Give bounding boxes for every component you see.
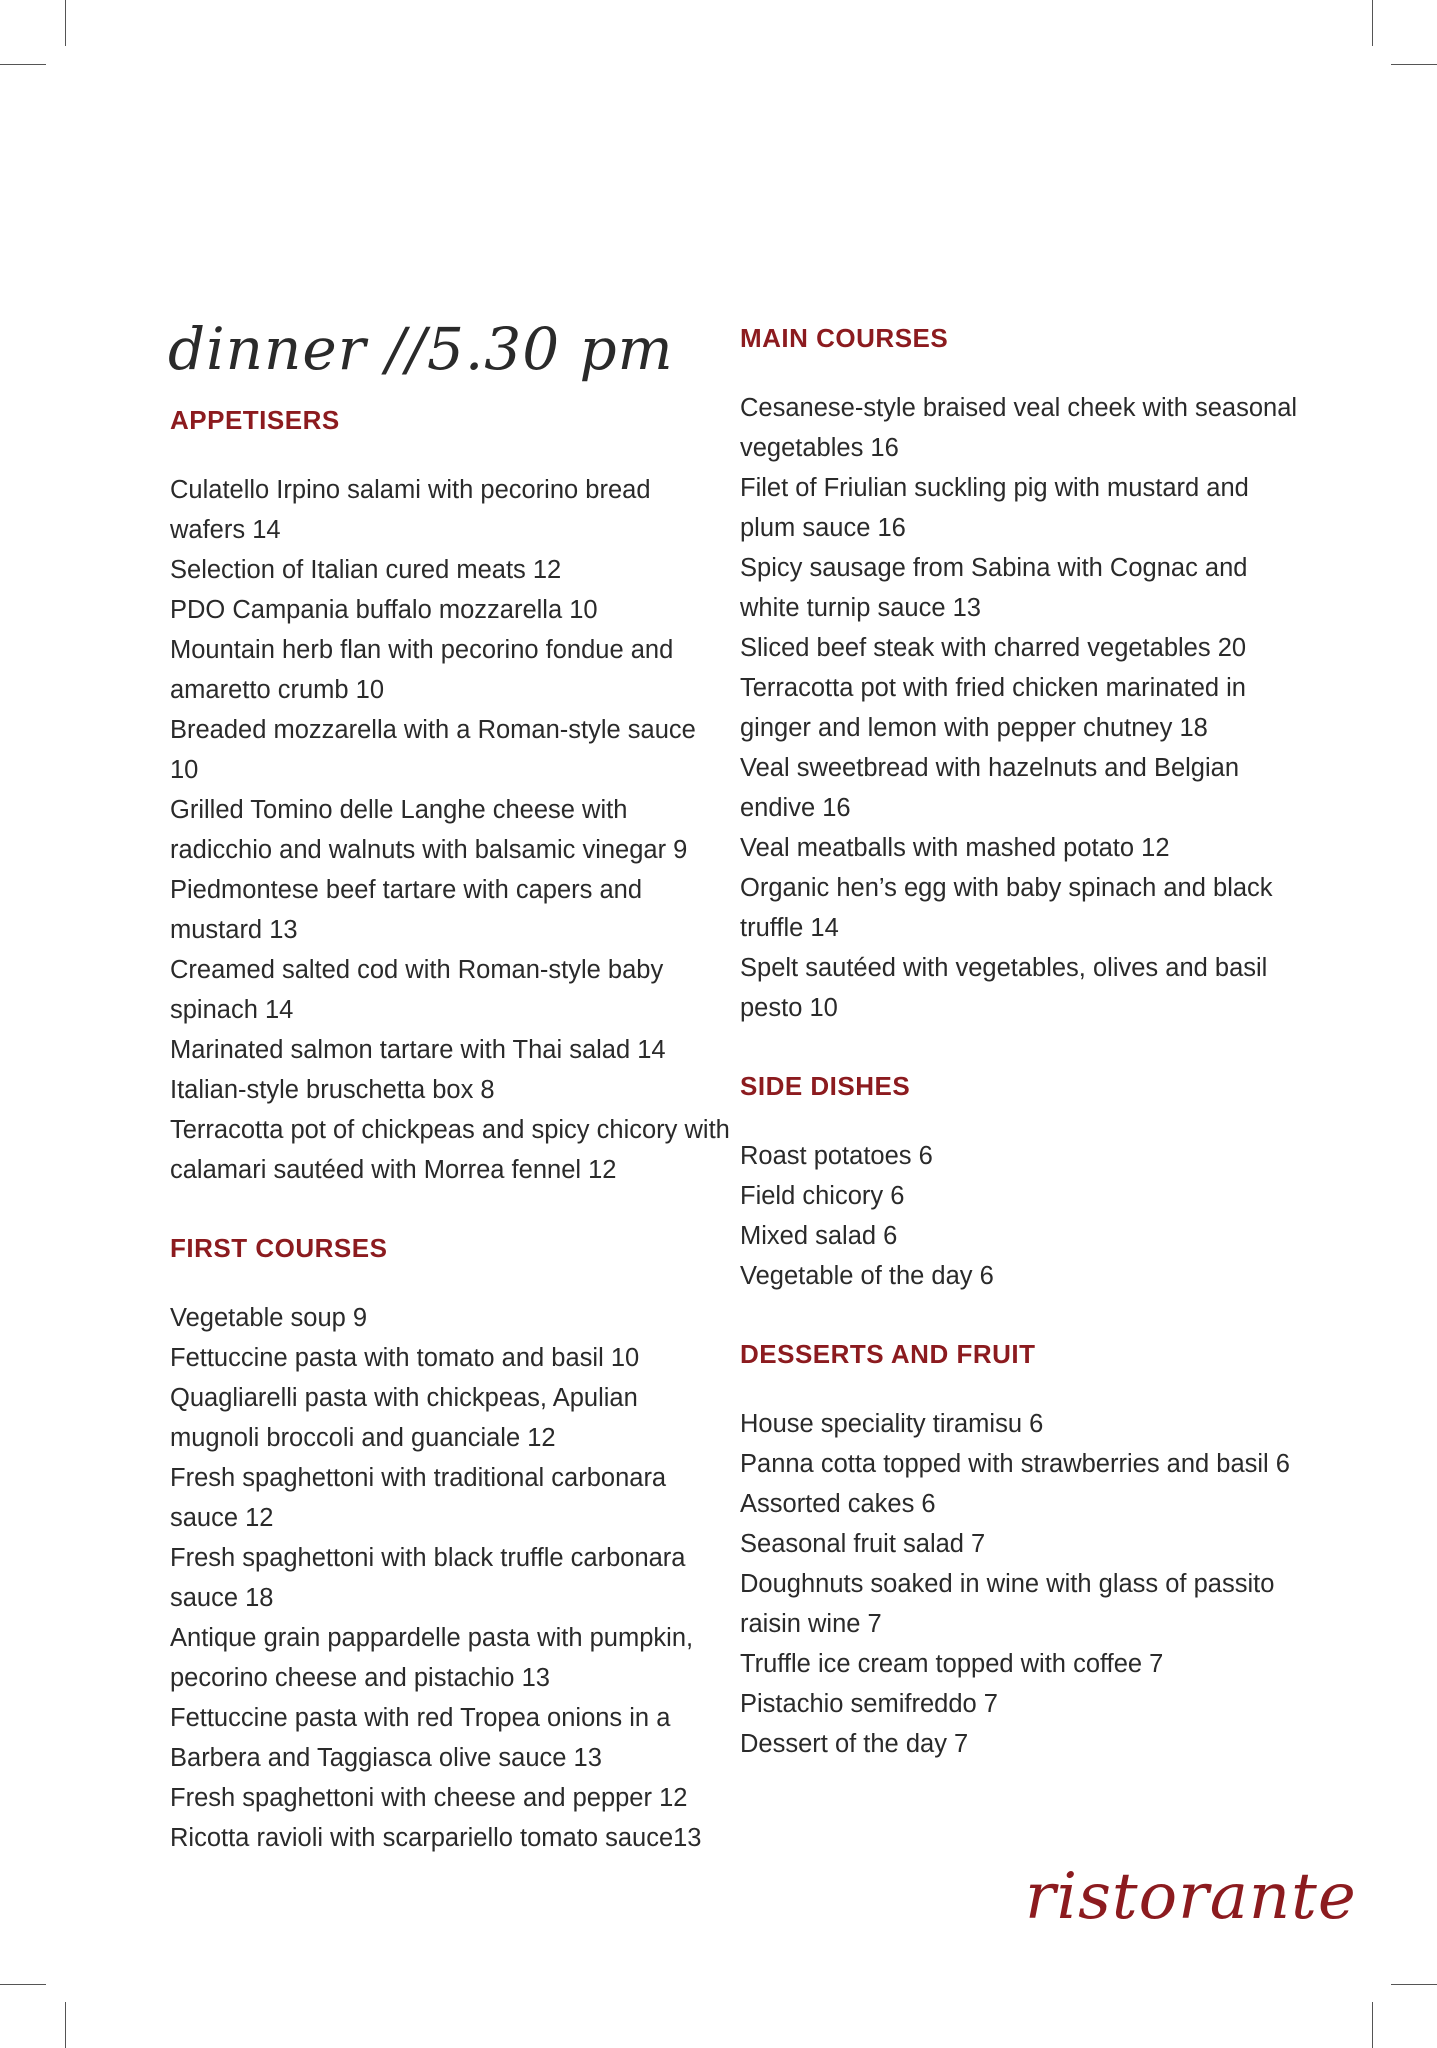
- menu-item: Field chicory 6: [740, 1182, 905, 1210]
- crop-mark-bottom-left-vertical: [65, 2002, 66, 2048]
- section-title-main-courses: MAIN COURSES: [740, 323, 949, 353]
- menu-item: PDO Campania buffalo mozzarella 10: [170, 596, 598, 624]
- main-courses-list: [740, 388, 1300, 1028]
- menu-item: Culatello Irpino salami with pecorino bread wafers 14: [170, 476, 651, 544]
- menu-item: Antique grain pappardelle pasta with pumpkin, pecorino cheese and pistachio 13: [170, 1624, 694, 1692]
- menu-item: Spelt sautéed with vegetables, olives and basil pesto 10: [740, 954, 1268, 1022]
- crop-mark-bottom-right-horizontal: [1391, 1984, 1437, 1985]
- menu-item: Terracotta pot with fried chicken marinated in ginger and lemon with pepper chutney 18: [740, 674, 1246, 742]
- menu-item: Doughnuts soaked in wine with glass of passito raisin wine 7: [740, 1570, 1275, 1638]
- menu-item: Marinated salmon tartare with Thai salad 14: [170, 1036, 666, 1064]
- first-courses-list: [170, 1298, 730, 1858]
- crop-mark-top-right-horizontal: [1391, 64, 1437, 65]
- menu-item: Truffle ice cream topped with coffee 7: [740, 1650, 1164, 1678]
- menu-item: Filet of Friulian suckling pig with mustard and plum sauce 16: [740, 474, 1249, 542]
- crop-mark-top-right-vertical: [1372, 0, 1373, 46]
- menu-item: Fettuccine pasta with red Tropea onions in a Barbera and Taggiasca olive sauce 13: [170, 1704, 671, 1772]
- menu-item: Fresh spaghettoni with black truffle carbonara sauce 18: [170, 1544, 686, 1612]
- menu-item: Fresh spaghettoni with cheese and pepper 12: [170, 1784, 688, 1812]
- menu-item: Panna cotta topped with strawberries and basil 6: [740, 1450, 1290, 1478]
- ristorante-signature: ristorante: [1025, 1860, 1357, 1934]
- menu-item: Sliced beef steak with charred vegetables 20: [740, 634, 1247, 662]
- section-title-first-courses: FIRST COURSES: [170, 1233, 388, 1263]
- menu-item: Piedmontese beef tartare with capers and mustard 13: [170, 876, 643, 944]
- menu-item: Pistachio semifreddo 7: [740, 1690, 998, 1718]
- section-title-side-dishes: SIDE DISHES: [740, 1071, 911, 1101]
- menu-item: Assorted cakes 6: [740, 1490, 936, 1518]
- desserts-list: [740, 1404, 1300, 1764]
- section-title-desserts: DESSERTS AND FRUIT: [740, 1339, 1036, 1369]
- appetisers-list: [170, 470, 730, 1190]
- menu-item: Breaded mozzarella with a Roman-style sauce 10: [170, 716, 696, 784]
- crop-mark-top-left-vertical: [65, 0, 66, 46]
- menu-item: Veal meatballs with mashed potato 12: [740, 834, 1170, 862]
- menu-item: Grilled Tomino delle Langhe cheese with radicchio and walnuts with balsamic vinegar 9: [170, 796, 688, 864]
- crop-mark-bottom-right-vertical: [1372, 2002, 1373, 2048]
- menu-item: Italian-style bruschetta box 8: [170, 1076, 495, 1104]
- menu-item: Dessert of the day 7: [740, 1730, 969, 1758]
- right-column: [740, 318, 1300, 1802]
- menu-item: Quagliarelli pasta with chickpeas, Apulian mugnoli broccoli and guanciale 12: [170, 1384, 638, 1452]
- menu-item: Vegetable of the day 6: [740, 1262, 994, 1290]
- menu-item: Ricotta ravioli with scarpariello tomato sauce13: [170, 1824, 702, 1852]
- menu-item: Mountain herb flan with pecorino fondue and amaretto crumb 10: [170, 636, 674, 704]
- menu-item: Vegetable soup 9: [170, 1304, 368, 1332]
- menu-item: Selection of Italian cured meats 12: [170, 556, 562, 584]
- menu-item: Spicy sausage from Sabina with Cognac and white turnip sauce 13: [740, 554, 1248, 622]
- crop-mark-top-left-horizontal: [0, 64, 46, 65]
- menu-item: Cesanese-style braised veal cheek with seasonal vegetables 16: [740, 394, 1298, 462]
- menu-item: Veal sweetbread with hazelnuts and Belgian endive 16: [740, 754, 1240, 822]
- left-column: [170, 400, 730, 1896]
- menu-item: Fresh spaghettoni with traditional carbonara sauce 12: [170, 1464, 667, 1532]
- menu-item: Terracotta pot of chickpeas and spicy chicory with calamari sautéed with Morrea fennel 12: [170, 1116, 730, 1184]
- menu-item: Roast potatoes 6: [740, 1142, 933, 1170]
- menu-item: Seasonal fruit salad 7: [740, 1530, 986, 1558]
- crop-mark-bottom-left-horizontal: [0, 1984, 46, 1985]
- menu-item: Organic hen’s egg with baby spinach and black truffle 14: [740, 874, 1273, 942]
- menu-item: Fettuccine pasta with tomato and basil 10: [170, 1344, 640, 1372]
- menu-item: House speciality tiramisu 6: [740, 1410, 1044, 1438]
- section-title-appetisers: APPETISERS: [170, 405, 340, 435]
- side-dishes-list: [740, 1136, 1300, 1296]
- menu-heading: dinner //5.30 pm: [168, 315, 674, 383]
- menu-item: Creamed salted cod with Roman-style baby spinach 14: [170, 956, 664, 1024]
- menu-item: Mixed salad 6: [740, 1222, 898, 1250]
